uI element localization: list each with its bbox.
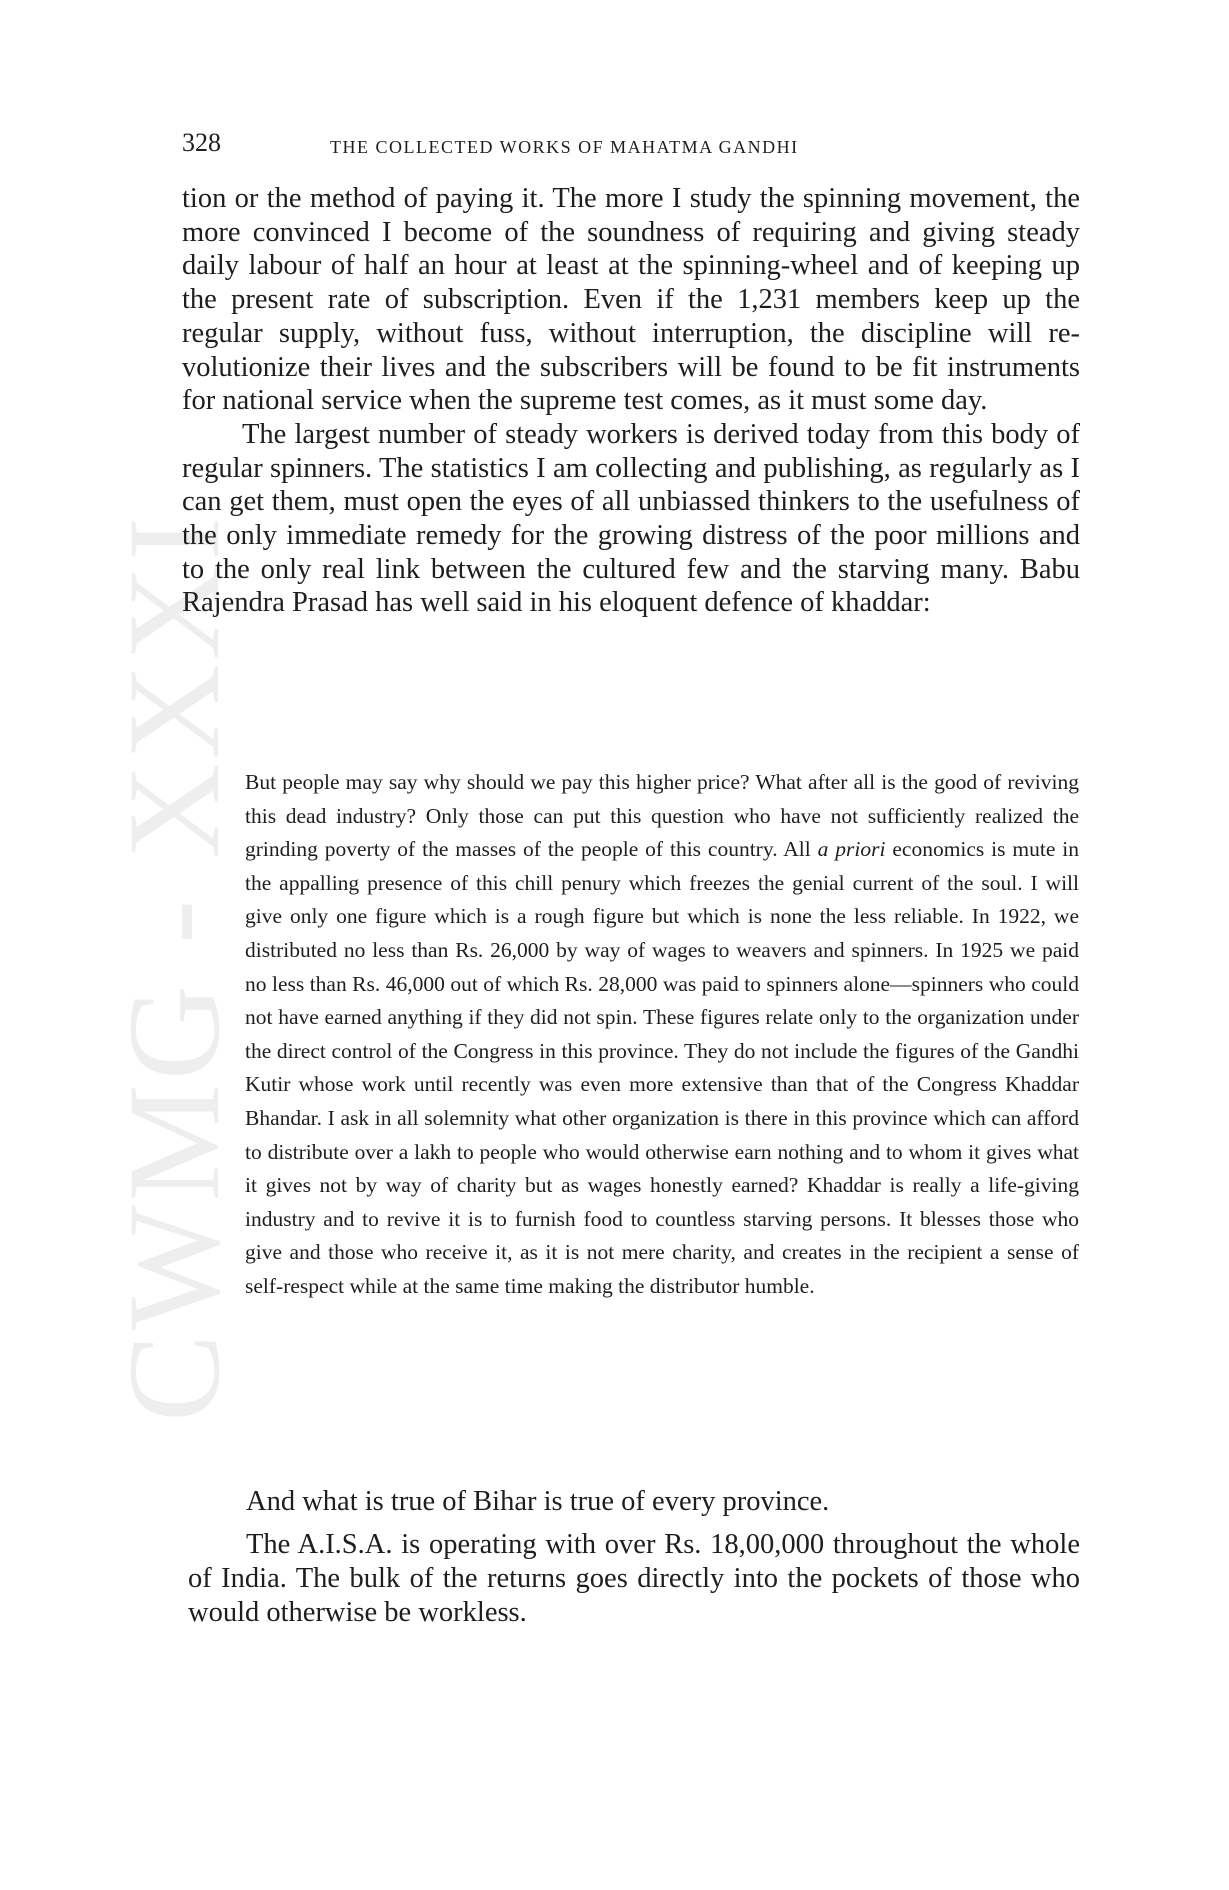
paragraph-2: The largest number of steady workers is derived today from this body of regular spinners. The statistics I am collecting and publishing, as regularly as I can get them, must open the eyes of all unbiassed thinkers to the usefulness of the only immediate remedy for the growing distress of the poor millions and to the only real link between the cultured few and the starving many. Babu Rajendra Prasad has well said in his eloquent defence of khaddar: (182, 418, 1080, 619)
block-quote (245, 766, 1079, 1304)
quote-part-1: But people may say why should we pay this higher price? What after all is the good of reviving this dead industry? Only those can put this question who have not sufficiently realized the grinding poverty of the masses of the people of this country. All (245, 770, 1079, 862)
quote-italic-phrase: a priori (817, 837, 886, 862)
paragraph-3: And what is true of Bihar is true of every province. (246, 1486, 830, 1517)
watermark-text: CWMG - XXXI (100, 512, 248, 1423)
quote-part-2: economics is mute in the appalling presence of this chill penury which freezes the genial current of the soul. I will give only one figure which is a rough figure but which is none the less reliable. In 1922, we distributed no less than Rs. 26,000 by way of wages to weavers and spinners. In 1925 we paid no less than Rs. 46,000 out of which Rs. 28,000 was paid to spinners alone—spinners who could not have earned anything if they did not spin. These figures relate only to the organization under the direct control of the Congress in this province. They do not include the figures of the Gandhi Kutir whose work until recently was even more extensive than that of the Congress Khaddar Bhandar. I ask in all solemnity what other organization is there in this province which can afford to distribute over a lakh to people who would otherwise earn nothing and to whom it gives what it gives not by way of charity but as wages honestly earned? Khaddar is really a life-giving industry and to revive it is to furnish food to countless starving persons. It blesses those who give and those who receive it, as it is not mere charity, and creates in the recipient a sense of self-respect while at the same time making the distributor humble. (245, 837, 1080, 1298)
running-head: THE COLLECTED WORKS OF MAHATMA GANDHI (330, 137, 799, 157)
paragraph-4: The A.I.S.A. is operating with over Rs. 18,00,000 throughout the whole of India. The bulk of the returns goes directly into the pockets of those who would otherwise be workless. (188, 1529, 1080, 1628)
page-number: 328 (182, 128, 221, 157)
body-text (182, 182, 1080, 620)
closing-text (188, 1485, 1080, 1630)
page-header (182, 128, 1080, 168)
paragraph-1: tion or the method of paying it. The more I study the spinning movement, the more convinced I become of the soundness of requiring and giving steady daily labour of half an hour at least at the spinning-wheel and of keeping up the present rate of subscription. Even if the 1,231 members keep up the regular supply, without fuss, without interruption, the discipline will re-volutionize their lives and the subscribers will be found to be fit instruments for national service when the supreme test comes, as it must some day. (182, 183, 1080, 417)
